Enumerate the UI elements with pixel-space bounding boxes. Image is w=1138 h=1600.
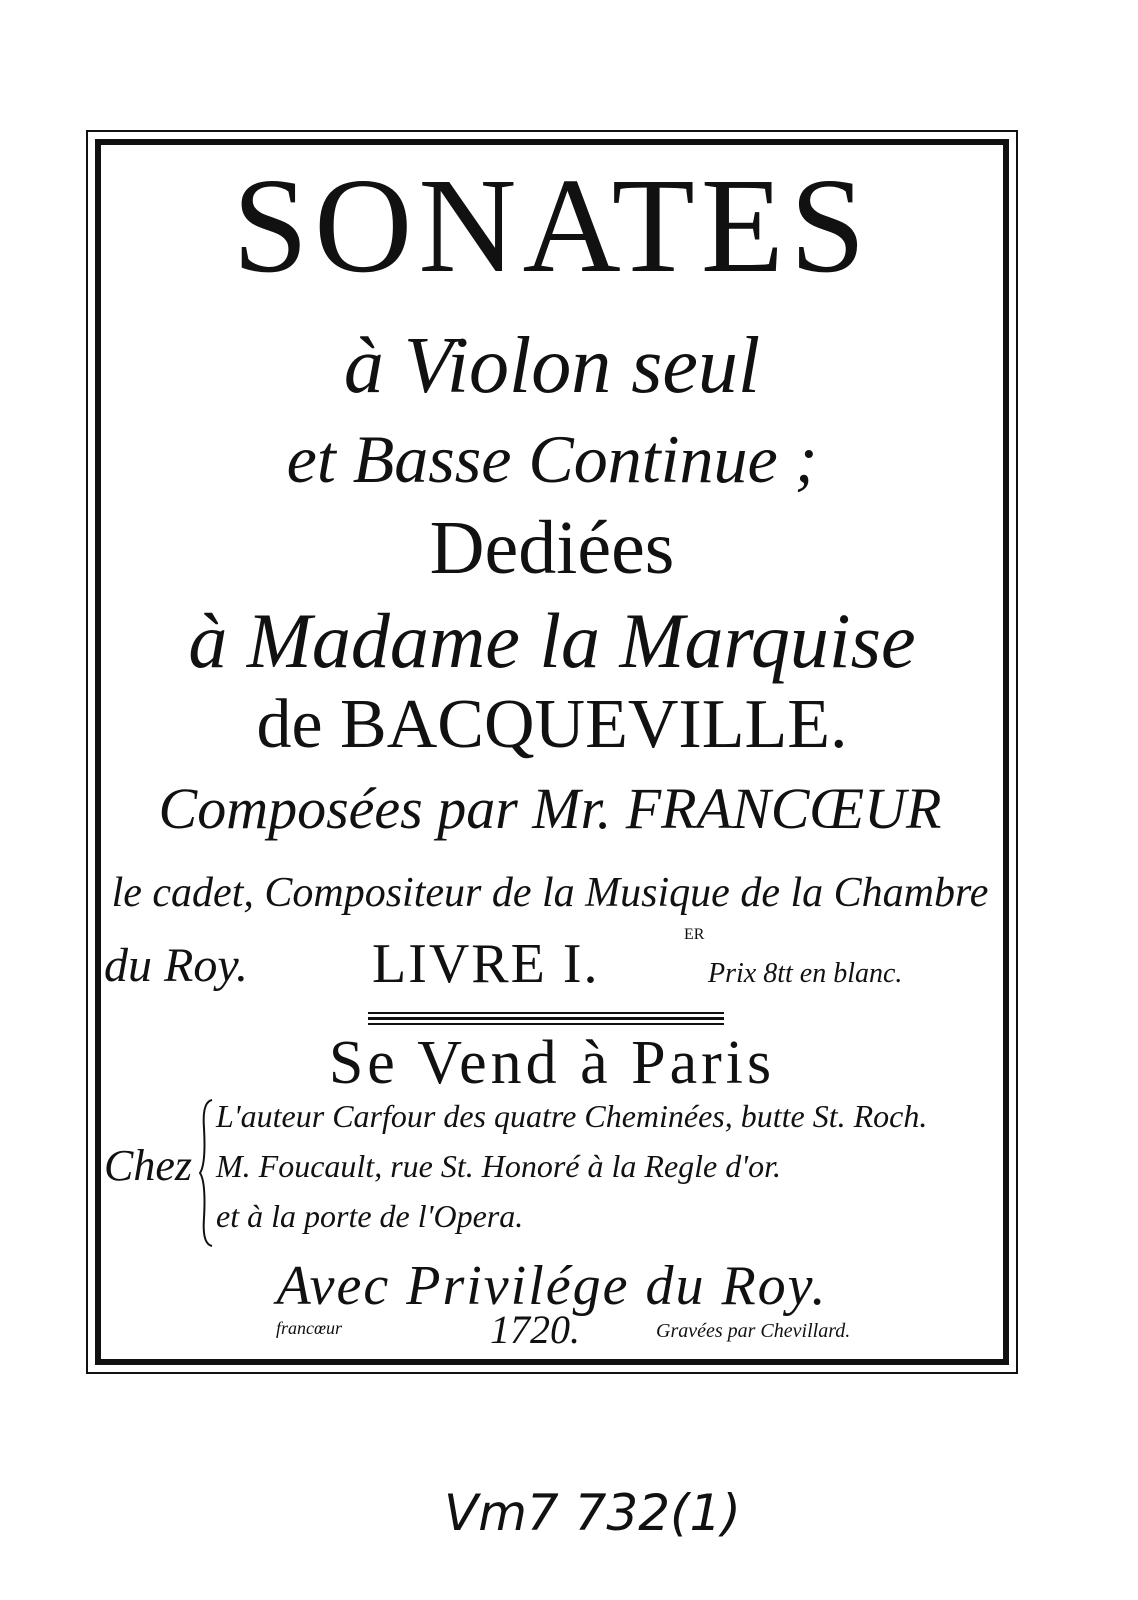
- address-foucault: M. Foucault, rue St. Honoré à la Regle d'or.: [216, 1148, 781, 1184]
- book-row: [100, 928, 1000, 998]
- price: Prix 8tt en blanc.: [708, 958, 903, 989]
- year: 1720.: [490, 1307, 580, 1352]
- subtitle-basse: et Basse Continue ;: [286, 421, 818, 497]
- composer-title-end: du Roy.: [104, 939, 248, 992]
- shelfmark: Vm7 732(1): [444, 1484, 741, 1542]
- divider-rule: [368, 1012, 724, 1014]
- sold-in: Se Vend à Paris: [328, 1029, 776, 1097]
- divider-rule: [368, 1017, 724, 1020]
- dedication-heading: Dediées: [429, 506, 675, 590]
- book-superscript: ER: [684, 926, 705, 943]
- book-number: LIVRE I.: [372, 933, 600, 995]
- address-opera: et à la porte de l'Opera.: [216, 1198, 524, 1234]
- title: SONATES: [232, 151, 872, 301]
- chez-label: Chez: [104, 1141, 192, 1190]
- privilege: Avec Privilége du Roy.: [276, 1255, 828, 1317]
- dedication-marquise: à Madame la Marquise: [188, 597, 916, 684]
- engraver: Gravées par Chevillard.: [656, 1320, 851, 1342]
- brace-icon: [198, 1098, 214, 1248]
- divider-rule: [368, 1023, 724, 1025]
- signature: francœur: [276, 1318, 343, 1338]
- composer-line: Composées par Mr. FRANCŒUR: [158, 776, 942, 841]
- dedication-name: de BACQUEVILLE.: [256, 686, 848, 763]
- subtitle-violin: à Violon seul: [343, 322, 761, 410]
- imprint-row: [100, 1307, 1000, 1352]
- address-author: L'auteur Carfour des quatre Cheminées, butte St. Roch.: [216, 1098, 928, 1134]
- composer-title: le cadet, Compositeur de la Musique de la Chambre: [111, 870, 989, 916]
